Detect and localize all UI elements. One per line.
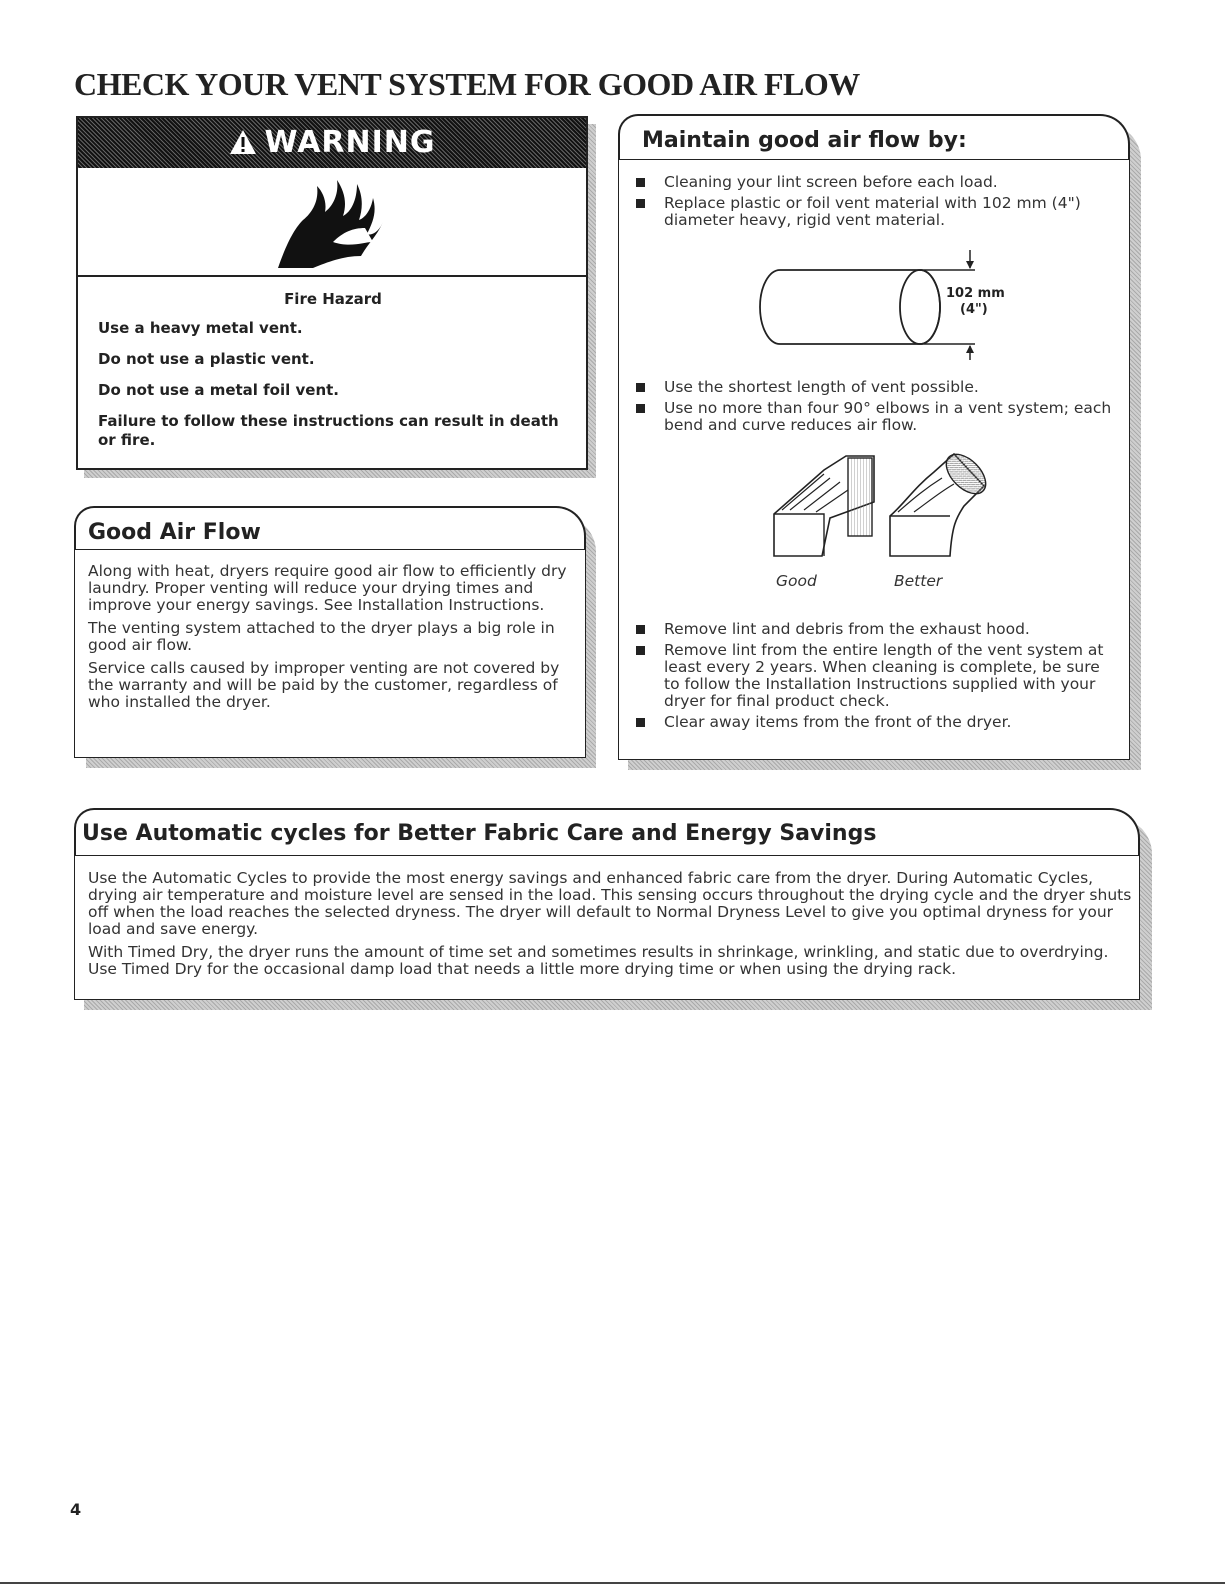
bullet-icon [636, 383, 645, 392]
list-item: Remove lint and debris from the exhaust hood. [620, 621, 1120, 638]
bullet-icon [636, 199, 645, 208]
page-number: 4 [70, 1500, 82, 1519]
list-item: Use no more than four 90° elbows in a vent system; each bend and curve reduces air flow. [620, 400, 1120, 434]
warning-line: Failure to follow these instructions can result in death or fire. [98, 412, 559, 449]
vent-size-mm: 102 mm [946, 286, 1005, 301]
bullet-icon [636, 625, 645, 634]
automatic-body [88, 870, 1132, 984]
list-item: Use the shortest length of vent possible. [620, 379, 1120, 396]
vent-size-in: (4") [960, 302, 988, 317]
warning-line: Use a heavy metal vent. [98, 319, 303, 337]
paragraph: Service calls caused by improper venting are not covered by the warranty and will be paid by the customer, regardless of who installed the dryer. [88, 659, 560, 711]
warning-box [76, 116, 588, 470]
list-item: Remove lint from the entire length of the vent system at least every 2 years. When cleaning is complete, be sure to follow the Installation Instructions supplied with your dryer for final product check. [620, 642, 1120, 710]
list-item: Replace plastic or foil vent material with 102 mm (4") diameter heavy, rigid vent material. [620, 195, 1120, 229]
bullet-icon [636, 718, 645, 727]
list-item: Cleaning your lint screen before each load. [620, 174, 1120, 191]
warning-line: Do not use a plastic vent. [98, 350, 315, 368]
fire-icon [273, 172, 393, 272]
automatic-heading: Use Automatic cycles for Better Fabric Care and Energy Savings [82, 821, 877, 846]
maintain-bullets-b [620, 379, 1120, 438]
paragraph: Use the Automatic Cycles to provide the most energy savings and enhanced fabric care from the dryer. During Automatic Cycles, drying air temperature and moisture level are sensed in the load. This sensing occurs throughout the drying cycle and the dryer shuts off when the load reaches the selected dryness. The dryer will default to Normal Dryness Level to give you optimal dryness for your load and save energy. [88, 869, 1132, 938]
good-air-flow-body [88, 563, 574, 717]
caption-better: Better [894, 572, 943, 590]
warning-title [78, 125, 586, 160]
warning-header [78, 118, 586, 168]
bullet-icon [636, 178, 645, 187]
list-item: Clear away items from the front of the dryer. [620, 714, 1120, 731]
warning-label: WARNING [264, 125, 436, 160]
warning-triangle-icon [228, 128, 258, 156]
bullet-icon [636, 646, 645, 655]
maintain-bullets-c [620, 621, 1120, 735]
good-air-flow-heading: Good Air Flow [88, 520, 261, 545]
bullet-icon [636, 404, 645, 413]
paragraph: With Timed Dry, the dryer runs the amount of time set and sometimes results in shrinkage, wrinkling, and static due to overdrying. Use Timed Dry for the occasional damp load that needs a little more drying time or when using the drying rack. [88, 943, 1109, 978]
maintain-bullets-a [620, 174, 1120, 233]
hazard-label: Fire Hazard [284, 290, 382, 308]
page-title: CHECK YOUR VENT SYSTEM FOR GOOD AIR FLOW [74, 66, 860, 102]
caption-good: Good [776, 572, 817, 590]
paragraph: The venting system attached to the dryer plays a big role in good air flow. [88, 619, 555, 654]
elbow-better-icon [884, 452, 994, 564]
warning-text [98, 290, 568, 462]
elbow-good-icon [764, 452, 884, 564]
warning-divider [78, 275, 586, 277]
warning-line: Do not use a metal foil vent. [98, 381, 339, 399]
paragraph: Along with heat, dryers require good air flow to efficiently dry laundry. Proper venting will reduce your drying times and improve your energy savings. See Installation Instructions. [88, 562, 567, 614]
bottom-rule [0, 1582, 1225, 1584]
maintain-heading: Maintain good air flow by: [642, 128, 967, 153]
